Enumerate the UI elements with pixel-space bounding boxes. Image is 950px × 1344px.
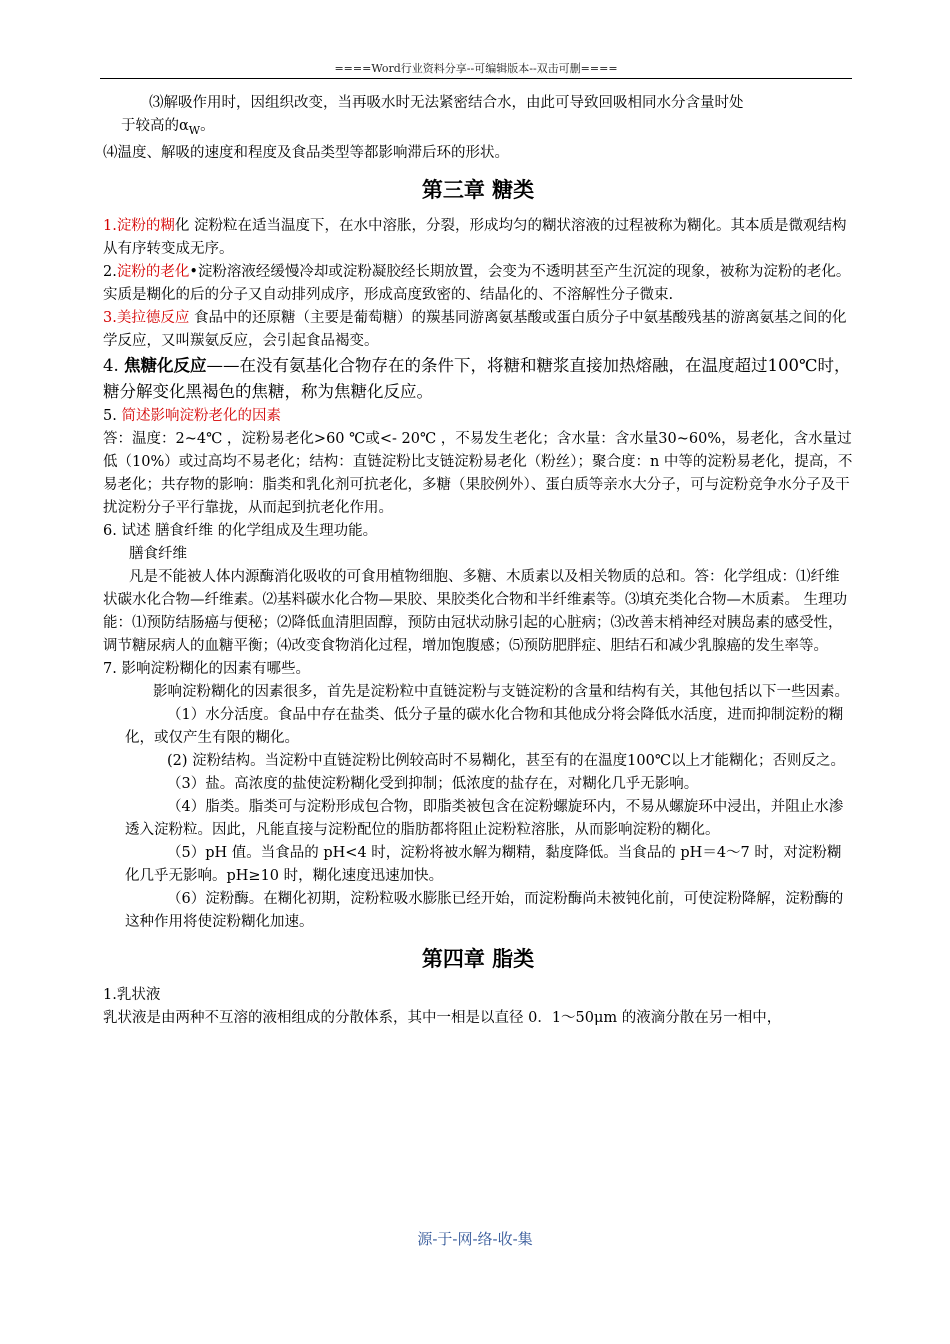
ch3-q7-item-4: （4）脂类。脂类可与淀粉形成包合物，即脂类被包含在淀粉螺旋环内，不易从螺旋环中浸出，并阻止水渗透入淀粉粒。因此，凡能直接与淀粉配位的脂肪都将阻止淀粉粒溶胀，从而影响淀粉的糊化。 xyxy=(125,798,844,838)
ch3-q7-item-2: (2) 淀粉结构。当淀粉中直链淀粉比例较高时不易糊化，甚至有的在温度100℃以上才能糊化；否则反之。 xyxy=(167,752,846,769)
paragraph-intro-3b xyxy=(103,115,853,142)
ch3-q7-item-6: （6）淀粉酶。在糊化初期，淀粉粒吸水膨胀已经开始，而淀粉酶尚未被钝化前，可使淀粉降解，淀粉酶的这种作用将使淀粉糊化加速。 xyxy=(125,890,844,930)
ch3-q4-number: 4. xyxy=(103,355,124,375)
ch3-q3-text: 食品中的还原糖（主要是葡萄糖）的羰基同游离氨基酸或蛋白质分子中氨基酸残基的游离氨基之间的化学反应，又叫羰氨反应，会引起食品褐变。 xyxy=(103,309,847,349)
water-activity-subscript: W xyxy=(188,123,201,137)
intro-3-line-b: 于较高的 xyxy=(121,118,179,134)
intro-3-line-a: ⑶解吸作用时，因组织改变，当再吸水时无法紧密结合水，由此可导致回吸相同水分含量时处 xyxy=(149,95,744,111)
water-activity-symbol: α xyxy=(179,118,189,134)
ch3-q5-label: 简述影响淀粉老化的因素 xyxy=(121,407,281,424)
ch3-q7-title: 7. 影响淀粉糊化的因素有哪些。 xyxy=(103,660,310,677)
ch3-q5 xyxy=(103,405,853,428)
ch4-q1-title: 1.乳状液 xyxy=(103,986,161,1003)
ch3-q2 xyxy=(103,261,853,307)
ch3-q7-item-3: （3）盐。高浓度的盐使淀粉糊化受到抑制；低浓度的盐存在，对糊化几乎无影响。 xyxy=(167,775,699,792)
paragraph-intro-3 xyxy=(103,92,853,115)
ch4-q1-text: 乳状液是由两种不互溶的液相组成的分散体系，其中一相是以直径 0．1～50μm 的液滴分散在另一相中， xyxy=(103,1009,782,1026)
ch3-q2-label: 淀粉的老化 xyxy=(116,263,190,280)
ch3-q4 xyxy=(103,353,853,405)
ch3-q7-item-5: （5）pH 值。当食品的 pH<4 时，淀粉将被水解为糊精，黏度降低。当食品的 pH＝4～7 时，对淀粉糊化几乎无影响。pH≥10 时，糊化速度迅速加快。 xyxy=(125,844,842,884)
ch3-q4-label: 焦糖化反应 xyxy=(124,355,207,375)
ch3-q6-text: 凡是不能被人体内源酶消化吸收的可食用植物细胞、多糖、木质素以及相关物质的总和。答：化学组成：⑴纤维状碳水化合物—纤维素。⑵基料碳水化合物—果胶、果胶类化合物和半纤维素等。⑶填充类化合物—木质素。 生理功能：⑴预防结肠癌与便秘；⑵降低血清胆固醇，预防由冠状动脉引起的心脏病；⑶改善末梢神经对胰岛素的感受性，调节糖尿病人的血糖平衡；⑷改变食物消化过程，增加饱腹感；⑸预防肥胖症、胆结石和减少乳腺癌的发生率等。 xyxy=(103,568,848,654)
ch3-q6-title: 6. 试述 膳食纤维 的化学组成及生理功能。 xyxy=(103,522,378,539)
ch3-q1 xyxy=(103,215,853,261)
ch3-q6-subtitle: 膳食纤维 xyxy=(129,545,187,562)
ch3-q2-text: •淀粉溶液经缓慢冷却或淀粉凝胶经长期放置，会变为不透明甚至产生沉淀的现象，被称为淀粉的老化。实质是糊化的后的分子又自动排列成序，形成高度致密的、结晶化的、不溶解性分子微束. xyxy=(103,263,851,303)
document-body xyxy=(103,92,853,1030)
ch3-q1-text: 化 淀粉粒在适当温度下，在水中溶胀，分裂，形成均匀的糊状溶液的过程被称为糊化。其本质是微观结构从有序转变成无序。 xyxy=(103,217,847,257)
ch3-q4-text: ——在没有氨基化合物存在的条件下，将糖和糖浆直接加热熔融，在温度超过100℃时，糖分解变化黑褐色的焦糖，称为焦糖化反应。 xyxy=(103,355,851,401)
ch3-q5-number: 5. xyxy=(103,407,122,424)
ch3-q2-number: 2. xyxy=(103,263,117,280)
ch3-q5-answer: 答：温度：2~4℃ ，淀粉易老化>60 ℃或<- 20℃ ，不易发生老化；含水量：含水量30~60%，易老化，含水量过低（10%）或过高均不易老化；结构：直链淀粉比支链淀粉易老化（粉丝）；聚合度：n 中等的淀粉易老化，提高，不易老化；共存物的影响：脂类和乳化剂可抗老化，多糖（果胶例外）、蛋白质等亲水大分子，可与淀粉竞争水分子及干扰淀粉分子平行靠拢，从而起到抗老化作用。 xyxy=(103,430,853,516)
ch3-q1-label: 1.淀粉的糊 xyxy=(103,217,175,234)
ch3-q7-item-1: （1）水分活度。食品中存在盐类、低分子量的碳水化合物和其他成分将会降低水活度，进而抑制淀粉的糊化，或仅产生有限的糊化。 xyxy=(125,706,844,746)
ch3-q7-intro: 影响淀粉糊化的因素很多，首先是淀粉粒中直链淀粉与支链淀粉的含量和结构有关，其他包括以下一些因素。 xyxy=(153,683,849,700)
chapter-4-title: 第四章 脂类 xyxy=(421,946,535,971)
intro-3-end: 。 xyxy=(200,118,215,134)
paragraph-intro-4: ⑷温度、解吸的速度和程度及食品类型等都影响滞后环的形状。 xyxy=(103,144,509,161)
chapter-3-title: 第三章 糖类 xyxy=(421,177,535,202)
page-footer: 源-于-网-络-收-集 xyxy=(417,1230,533,1248)
ch3-q3 xyxy=(103,307,853,353)
page-header: ====Word行业资料分享--可编辑版本--双击可删==== xyxy=(100,60,852,79)
ch3-q3-label: 3.美拉德反应 xyxy=(103,309,190,326)
